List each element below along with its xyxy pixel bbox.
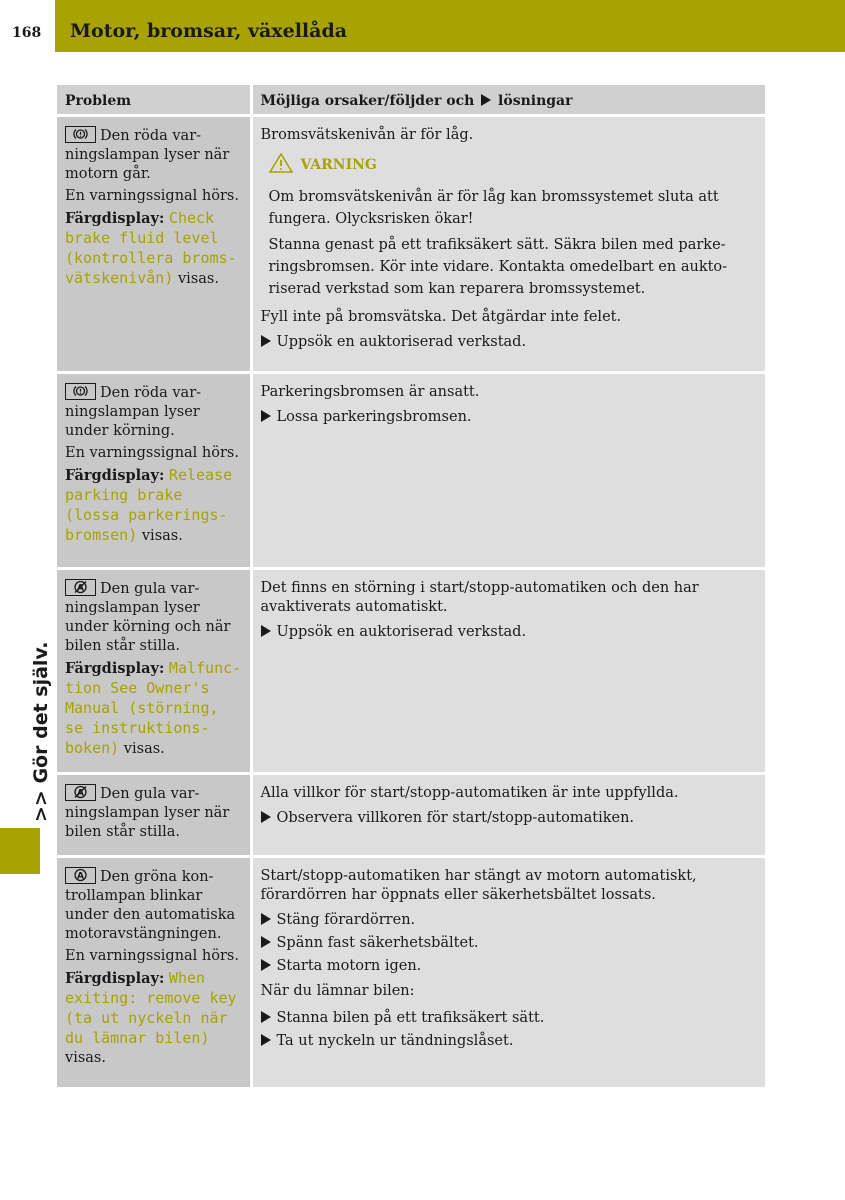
problem-cell: A Den gula varningslampan lyser när bilen står stilla. bbox=[57, 773, 251, 856]
step-arrow-icon bbox=[261, 625, 271, 637]
column-header-problem: Problem bbox=[57, 85, 251, 115]
solution-cell: Alla villkor för start/stopp-automatiken är inte uppfyllda. Observera villkoren för start/stopp-automatiken. bbox=[251, 773, 765, 856]
arrow-icon bbox=[481, 94, 491, 106]
problem-cell: Den röda varningslampan lyser när motorn går. En varningssignal hörs. Färgdisplay: Check brake fluid level (kontrollera bromsvätskenivån) visas. bbox=[57, 115, 251, 372]
step-arrow-icon bbox=[261, 913, 271, 925]
warning-box: VARNING Om bromsvätskenivån är för låg kan bromssystemet sluta att fungera. Olycksrisken ökar! Stanna genast på ett trafiksäkert sätt. Säkra bilen med parkeringsbromsen. Kör inte vidare. Kontakta omedelbart en auktoriserad verkstad som kan reparera bromssystemet. bbox=[269, 153, 750, 300]
table-row bbox=[57, 856, 765, 1088]
brake-warning-lamp-icon bbox=[65, 383, 96, 400]
display-message: Check brake fluid level (kontrollera bromsvätskenivån) bbox=[65, 208, 237, 287]
table-row bbox=[57, 372, 765, 568]
step-arrow-icon bbox=[261, 410, 271, 422]
step-arrow-icon bbox=[261, 1034, 271, 1046]
start-stop-active-icon bbox=[65, 867, 96, 884]
solution-cell: Bromsvätskenivån är för låg. VARNING Om bromsvätskenivån är för låg kan bromssystemet sluta att fungera. Olycksrisken ökar! Stanna genast på ett trafiksäkert sätt. Säkra bilen med parkeringsbromsen. Kör inte vidare. Kontakta omedelbart en auktoriserad verkstad som kan reparera bromssystemet. Fyll inte på bromsvätska. Det åtgärdar inte felet. Uppsök en auktoriserad verkstad. bbox=[251, 115, 765, 372]
page-number: 168 bbox=[12, 25, 42, 41]
step-arrow-icon bbox=[261, 811, 271, 823]
solution-cell: Start/stopp-automatiken har stängt av motorn automatiskt, förardörren har öppnats eller säkerhetsbältet lossats. Stäng förardörren. Spänn fast säkerhetsbältet. Starta motorn igen. När du lämnar bilen: Stanna bilen på ett trafiksäkert sätt. Ta ut nyckeln ur tändningslåset. bbox=[251, 856, 765, 1088]
chapter-title: Motor, bromsar, växellåda bbox=[70, 20, 348, 42]
side-section-label: >> Gör det själv. bbox=[30, 641, 52, 822]
display-message: Release parking brake (lossa parkeringsbromsen) bbox=[65, 465, 233, 544]
svg-text:A: A bbox=[77, 788, 84, 798]
step-arrow-icon bbox=[261, 1011, 271, 1023]
solution-cell: Det finns en störning i start/stopp-automatiken och den har avaktiverats automatiskt. Uppsök en auktoriserad verkstad. bbox=[251, 568, 765, 773]
page-number-box bbox=[0, 0, 55, 52]
troubleshooting-table bbox=[57, 85, 765, 1090]
start-stop-off-icon bbox=[65, 784, 96, 801]
solution-cell: Parkeringsbromsen är ansatt. Lossa parkeringsbromsen. bbox=[251, 372, 765, 568]
svg-text:A: A bbox=[77, 583, 84, 593]
table-row bbox=[57, 773, 765, 856]
problem-cell: Den röda varningslampan lyser under körning. En varningssignal hörs. Färgdisplay: Release parking brake (lossa parkeringsbromsen) visas. bbox=[57, 372, 251, 568]
start-stop-off-icon bbox=[65, 579, 96, 596]
display-message: When exiting: remove key (ta ut nyckeln när du lämnar bilen) bbox=[65, 968, 237, 1047]
column-header-solution: Möjliga orsaker/följder och lösningar bbox=[251, 85, 765, 115]
step-arrow-icon bbox=[261, 936, 271, 948]
table-row bbox=[57, 115, 765, 372]
table-header-row bbox=[57, 85, 765, 115]
step-arrow-icon bbox=[261, 335, 271, 347]
svg-text:A: A bbox=[77, 871, 84, 881]
display-message: Malfunction See Owner's Manual (störning, se instruktionsboken) bbox=[65, 658, 242, 757]
brake-warning-lamp-icon bbox=[65, 126, 96, 143]
warning-triangle-icon bbox=[269, 153, 293, 179]
problem-cell: A Den gula varningslampan lyser under körning och när bilen står stilla. Färgdisplay: Malfunction See Owner's Manual (störning, se instruktionsboken) visas. bbox=[57, 568, 251, 773]
problem-cell: A Den gröna kontrollampan blinkar under den automatiska motoravstängningen. En varningssignal hörs. Färgdisplay: When exiting: remove key (ta ut nyckeln när du lämnar bilen) visas. bbox=[57, 856, 251, 1088]
step-arrow-icon bbox=[261, 959, 271, 971]
side-tab-marker bbox=[0, 828, 40, 874]
table-row bbox=[57, 568, 765, 773]
